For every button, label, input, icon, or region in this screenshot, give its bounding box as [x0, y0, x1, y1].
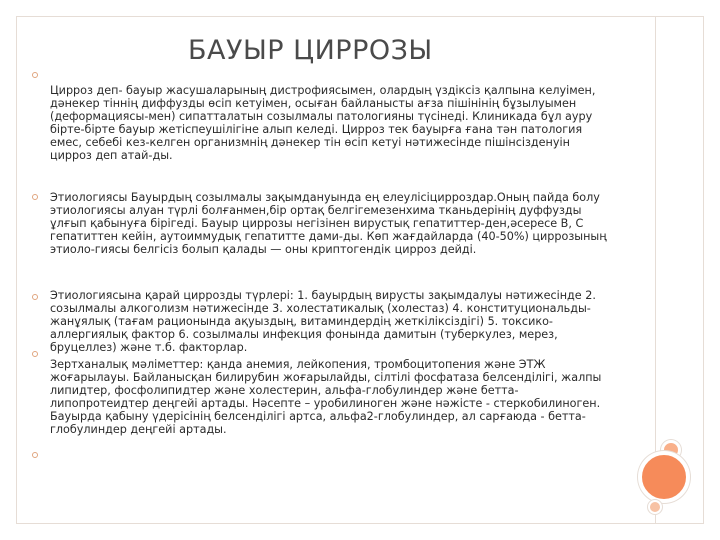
paragraph-lab-findings: Зертханалық мәліметтер: қанда анемия, лейкопения, тромбоцитопения және ЭТЖ жоғарылауы. Байланысқан билирубин жоғарылайды, сілтілі фосфатаза белсенділігі, жалпы липидтер, фосфолипидтер және холестерин, альфа-глобулиндер және бетта-липопротеидтер деңгейі артады. Нәсепте – уробилиноген және нәжісте - стеркобилиноген. Бауырда қабыну үдерісінің белсенділігі артса, альфа2-глобулиндер, ал сарғаюда - бетта-глобулиндер деңгейі артады. — [50, 358, 602, 437]
decor-circle-large — [638, 451, 690, 503]
paragraph-types: Этиологиясына қарай циррозды түрлері: 1. бауырдың вирусты зақымдалуы нәтижесінде 2. созылмалы алкоголизм нәтижесінде 3. холестатикалық (холестаз) 4. конституциональды-жанұялық (тағам рационында ақуыздың, витаминдердің жеткіліксіздігі) 5. токсико-аллергиялық фактор 6. созылмалы инфекция фонында дамитын (туберкулез, мерез, бруцеллез) және т.б. факторлар. — [50, 289, 596, 355]
empty-bullet-1 — [32, 72, 38, 78]
paragraph-definition: Цирроз деп- бауыр жасушаларының дистрофиясымен, олардың үздіксіз қалпына келуімен, дәнекер тіннің диффузды өсіп кетуімен, осыған байланысты ағза пішінінің бұзылуымен (деформациясы-мен) сипатталатын созылмалы патологияны түсінеді. Клиникада бұл ауру бірте-бірте бауыр жетіспеушілігіне алып келеді. Цирроз тек бауырға ғана тән патология емес, себебі кез-келген организмнің дәнекер тін өсіп кетуі нәтижесінде пішінсізденуін цирроз деп атай-ды. — [50, 84, 596, 163]
bullet-3 — [32, 294, 38, 300]
slide-title: БАУЫР ЦИРРОЗЫ — [188, 35, 433, 66]
paragraph-etiology: Этиологиясы Бауырдың созылмалы зақымдануында ең елеулісіцирроздар.Оның пайда болу этиологиясы алуан түрлі болғанмен,бір ортақ белгігемезенхима тканьдерінің дуффузды ұлғып қабынуға бірігеді. Бауыр циррозы негізінен вирустық гепатиттер-ден,әсересе В, С гепатиттен кейін, аутоиммудық гепатитте дами-ды. Көп жағдайларда (40-50%) циррозының этиоло-гиясы белгісіз болып қалады — оны криптогендік цирроз дейді. — [50, 191, 607, 257]
decor-circle-small — [648, 500, 662, 514]
bullet-2 — [32, 194, 38, 200]
empty-bullet-last — [32, 452, 38, 458]
bullet-4 — [32, 351, 38, 357]
right-divider-line — [655, 16, 656, 524]
